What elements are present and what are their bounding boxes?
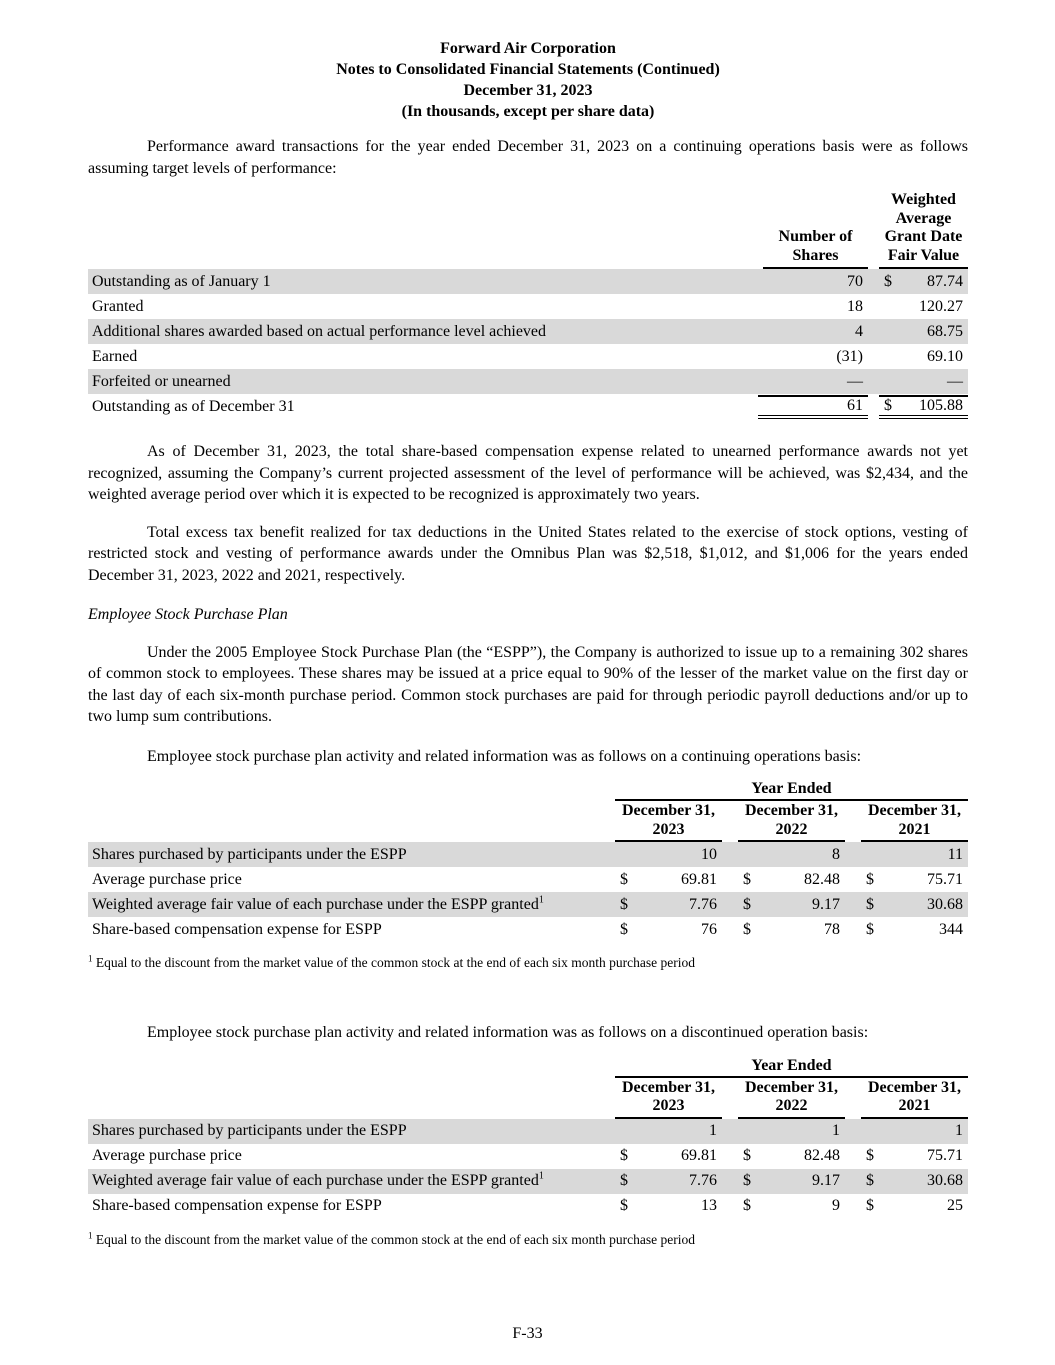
value-2023: 69.81	[681, 1147, 717, 1164]
value-2021: 75.71	[927, 1147, 963, 1164]
fair-value: 120.27	[919, 297, 963, 315]
value-2021: 75.71	[927, 870, 963, 888]
table-row-total	[88, 394, 968, 419]
dollar-sign: $	[866, 895, 874, 913]
value-2023: 7.76	[689, 1172, 717, 1189]
table-row	[88, 892, 968, 917]
value-2022: 9.17	[812, 895, 840, 913]
year-ended-header	[88, 1056, 968, 1078]
table-row	[88, 917, 968, 942]
fair-value: —	[947, 372, 963, 390]
statement-title: Notes to Consolidated Financial Statements (Continued)	[336, 61, 720, 78]
espp-discontinued-table	[88, 1056, 968, 1219]
fair-value: 105.88	[919, 396, 963, 414]
value-2021: 30.68	[927, 1172, 963, 1189]
table-row	[88, 867, 968, 892]
footnote-marker: 1	[538, 1170, 544, 1182]
row-label: Forfeited or unearned	[92, 372, 231, 390]
dollar-sign: $	[884, 396, 892, 414]
col-header-2021: December 31, 2021	[861, 1079, 968, 1119]
value-2022: 82.48	[804, 1147, 840, 1164]
value-2023: 69.81	[681, 870, 717, 888]
dollar-sign: $	[866, 870, 874, 888]
value-2023: 1	[709, 1122, 717, 1139]
col-header-number-of-shares: Number of Shares	[763, 228, 868, 269]
value-2022: 8	[832, 845, 840, 863]
shares-value: —	[847, 372, 863, 390]
units-note: (In thousands, except per share data)	[401, 103, 655, 120]
footnote-marker: 1	[88, 1230, 93, 1240]
row-label: Average purchase price	[92, 870, 242, 888]
dollar-sign: $	[743, 1147, 751, 1164]
espp-discontinued-intro: Employee stock purchase plan activity and related information was as follows on a discontinued operation basis:	[147, 1024, 869, 1041]
performance-award-table	[88, 191, 968, 419]
shares-value: 18	[847, 297, 863, 315]
dollar-sign: $	[866, 1147, 874, 1164]
dollar-sign: $	[743, 870, 751, 888]
dollar-sign: $	[620, 920, 628, 938]
dollar-sign: $	[743, 895, 751, 913]
footnote-marker: 1	[88, 953, 93, 964]
espp-continuing-intro: Employee stock purchase plan activity and related information was as follows on a continuing operations basis:	[147, 747, 862, 765]
dollar-sign: $	[743, 1197, 751, 1214]
dollar-sign: $	[866, 1172, 874, 1189]
value-2021: 1	[955, 1122, 963, 1139]
tax-benefit-paragraph: Total excess tax benefit realized for tax deductions in the United States related to the exercise of stock options, vesting of restricted stock and vesting of performance awards under the Omnibus Plan was $2,518, $1,012, and $1,006 for the years ended December 31, 2023, 2022 and 2021, respectively.	[88, 523, 968, 584]
dollar-sign: $	[884, 272, 892, 290]
row-label: Weighted average fair value of each purchase under the ESPP granted$^1$	[92, 894, 544, 913]
table-row	[88, 1119, 968, 1144]
table-row	[88, 319, 968, 344]
col-header-2023: December 31, 2023	[615, 1079, 722, 1119]
espp-continuing-footnote: $^1$ Equal to the discount from the market value of the common stock at the end of each six month purchase period	[88, 953, 695, 970]
row-label: Shares purchased by participants under the ESPP	[92, 845, 407, 863]
dollar-sign: $	[620, 895, 628, 913]
value-2021: 11	[947, 845, 963, 863]
espp-discontinued-footnote: $^1$ Equal to the discount from the market value of the common stock at the end of each six month purchase period	[88, 1230, 695, 1247]
table-row	[88, 1194, 968, 1219]
value-2023: 13	[701, 1197, 717, 1214]
table-row	[88, 369, 968, 394]
footnote-marker: 1	[538, 894, 544, 906]
table-row	[88, 842, 968, 867]
date-column-headers	[88, 802, 968, 842]
row-label: Shares purchased by participants under the ESPP	[92, 1122, 407, 1139]
col-header-2021: December 31, 2021	[861, 802, 968, 842]
date-column-headers	[88, 1079, 968, 1119]
year-ended-label: Year Ended	[615, 1056, 968, 1078]
row-label: Share-based compensation expense for ESPP	[92, 1197, 382, 1214]
year-ended-header	[88, 779, 968, 801]
dollar-sign: $	[620, 1147, 628, 1164]
intro-paragraph: Performance award transactions for the year ended December 31, 2023 on a continuing operations basis were as follows assuming target levels of performance:	[88, 138, 968, 177]
col-header-2022: December 31, 2022	[738, 1079, 845, 1119]
performance-table-header	[88, 191, 968, 269]
dollar-sign: $	[620, 1197, 628, 1214]
table-row	[88, 1144, 968, 1169]
row-label: Average purchase price	[92, 1147, 242, 1164]
row-label: Share-based compensation expense for ESPP	[92, 920, 382, 938]
fair-value: 69.10	[927, 347, 963, 365]
value-2022: 9	[832, 1197, 840, 1214]
value-2023: 76	[701, 920, 717, 938]
table-row	[88, 1169, 968, 1194]
value-2023: 7.76	[689, 895, 717, 913]
row-label: Outstanding as of December 31	[92, 397, 295, 415]
col-header-2023: December 31, 2023	[615, 802, 722, 842]
row-label: Earned	[92, 347, 138, 365]
year-ended-label: Year Ended	[615, 779, 968, 801]
espp-continuing-table	[88, 779, 968, 942]
dollar-sign: $	[620, 870, 628, 888]
table-row	[88, 344, 968, 369]
value-2022: 82.48	[804, 870, 840, 888]
table-row	[88, 269, 968, 294]
shares-value: 61	[758, 395, 868, 419]
row-label: Outstanding as of January 1	[92, 272, 271, 290]
shares-value: (31)	[836, 347, 863, 365]
col-header-grant-date-fair-value: Weighted Average Grant Date Fair Value	[879, 191, 968, 269]
row-label: Additional shares awarded based on actual performance level achieved	[92, 322, 547, 340]
value-2021: 344	[939, 920, 963, 938]
table-row	[88, 294, 968, 319]
compensation-expense-paragraph: As of December 31, 2023, the total share-based compensation expense related to unearned performance awards not yet recognized, assuming the Company’s current projected assessment of the level of performance will be achieved, was $2,434, and the weighted average period over which it is expected to be recognized is approximately two years.	[88, 443, 968, 503]
espp-description-paragraph: Under the 2005 Employee Stock Purchase Plan (the “ESPP”), the Company is authorized to issue up to a remaining 302 shares of common stock to employees. These shares may be issued at a price equal to 90% of the lesser of the market value on the first day or the last day of each six-month purchase period. Common stock purchases are paid for through periodic payroll deductions and/or up to two lump sum contributions.	[88, 643, 968, 725]
section-heading-espp: Employee Stock Purchase Plan	[88, 606, 288, 623]
dollar-sign: $	[866, 1197, 874, 1214]
value-2022: 78	[824, 920, 840, 938]
shares-value: 70	[847, 272, 863, 290]
dollar-sign: $	[743, 920, 751, 938]
value-2022: 9.17	[812, 1172, 840, 1189]
dollar-sign: $	[743, 1172, 751, 1189]
shares-value: 4	[855, 322, 863, 340]
col-header-2022: December 31, 2022	[738, 802, 845, 842]
fair-value: 87.74	[927, 272, 963, 290]
dollar-sign: $	[620, 1172, 628, 1189]
company-name: Forward Air Corporation	[440, 40, 616, 57]
value-2023: 10	[701, 845, 717, 863]
row-label: Granted	[92, 297, 144, 315]
fair-value: 68.75	[927, 322, 963, 340]
statement-date: December 31, 2023	[463, 82, 593, 99]
value-2021: 25	[947, 1197, 963, 1214]
row-label: Weighted average fair value of each purchase under the ESPP granted$^1$	[92, 1170, 544, 1189]
document-header	[88, 38, 968, 122]
page-number: F-33	[512, 1325, 543, 1342]
value-2021: 30.68	[927, 895, 963, 913]
dollar-sign: $	[866, 920, 874, 938]
value-2022: 1	[832, 1122, 840, 1139]
